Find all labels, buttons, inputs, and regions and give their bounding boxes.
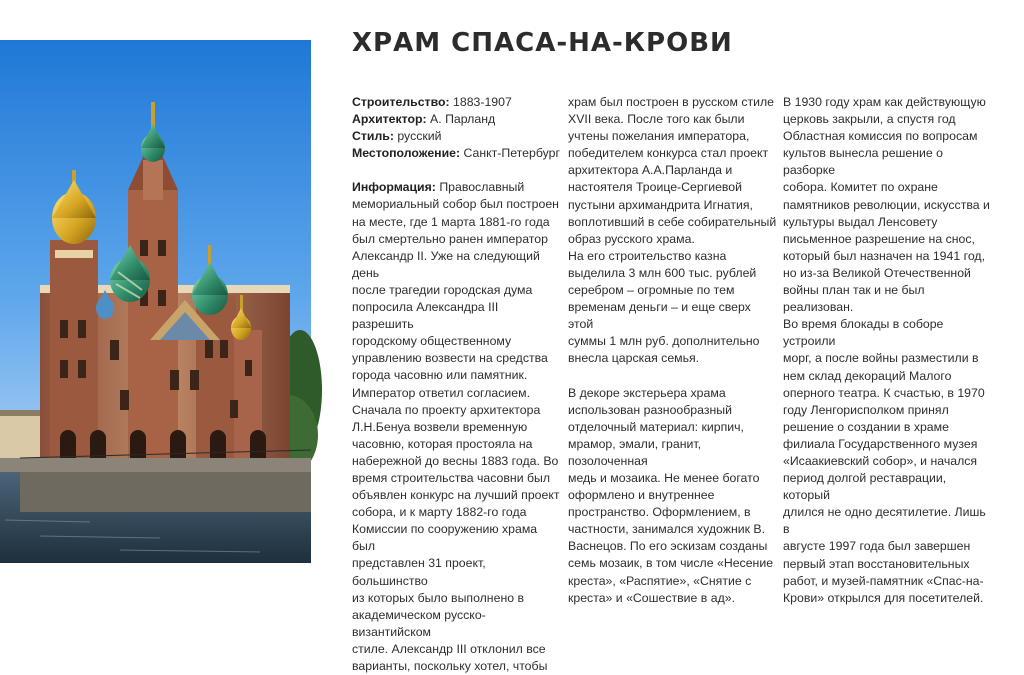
column-1 (352, 94, 560, 675)
meta-style (352, 128, 560, 145)
meta-construction (352, 94, 560, 111)
column-2-paragraph-1: храм был построен в русском стиле XVII века. После того как были учтены пожелания императора, победителем конкурса стал проект архитектора А.А.Парланда и настоятеля Троице-Сергиевой пустыни архимандрита Игнатия, воплотивший в себе собирательный образ русского храма. На его строительство казна выделила 3 млн 600 тыс. рублей серебром – огромные по тем временам деньги – и еще сверх этой суммы 1 млн руб. дополнительно внесла царская семья. (568, 95, 777, 366)
spacer (352, 162, 560, 179)
column-3-paragraph: В 1930 году храм как действующую церковь закрыли, а спустя год Областная комиссия по вопросам культов вынесла решение о разборке собора. Комитет по охране памятников революции, искусства и культуры выдал Ленсовету письменное разрешение на снос, который был назначен на 1941 год, но из-за Великой Отечественной войны план так и не был реализован. Во время блокады в соборе устроили морг, а после войны разместили в нем склад декораций Малого оперного театра. К счастью, в 1970 году Ленгорисполком принял решение о создании в храме филиала Государственного музея «Исаакиевский собор», и начался период долгой реставрации, который длился не одно десятилетие. Лишь в августе 1997 года был завершен первый этап восстановительных работ, и музей-памятник «Спас-на- Крови» открылся для посетителей. (783, 95, 990, 605)
info-paragraph (352, 179, 560, 675)
meta-value: 1883-1907 (453, 95, 512, 109)
meta-label: Стиль: (352, 129, 394, 144)
column-2 (568, 94, 778, 607)
column-3 (783, 94, 995, 607)
meta-label: Архитектор: (352, 112, 427, 127)
info-text: Православный мемориальный собор был построен на месте, где 1 марта 1881-го года был смертельно ранен император Александр II. Уже на следующий день после трагедии городская дума попросила Александра III разрешить городскому общественному управлению возвести на средства города часовню или памятник. Император ответил согласием. Сначала по проекту архитектора Л.Н.Бенуа возвели временную часовню, которая простояла на набережной до весны 1883 года. Во время строительства часовни был объявлен конкурс на лучший проект собора, и к марту 1882-го года Комиссии по сооружению храма был представлен 31 проект, большинство из которых было выполнено в академическом русско-византийском стиле. Александр III отклонил все варианты, поскольку хотел, чтобы (352, 180, 560, 673)
info-label: Информация: (352, 180, 436, 195)
meta-label: Строительство: (352, 95, 450, 109)
meta-location (352, 145, 560, 162)
column-2-paragraph-2: В декоре экстерьера храма использован разнообразный отделочный материал: кирпич, мрамор, эмали, гранит, позолоченная медь и мозаика. Не менее богато оформлено и внутреннее пространство. Оформлением, в частности, занимался художник В. Васнецов. По его эскизам созданы семь мозаик, в том числе «Несение креста», «Распятие», «Снятие с креста» и «Сошествие в ад». (568, 385, 774, 605)
spacer (568, 368, 778, 385)
page-title: ХРАМ СПАСА-НА-КРОВИ (352, 28, 733, 58)
meta-label: Местоположение: (352, 146, 461, 161)
meta-value: Санкт-Петербург (463, 146, 560, 161)
meta-architect (352, 111, 560, 128)
cathedral-illustration (0, 40, 311, 563)
cathedral-photo (0, 40, 311, 563)
meta-value: русский (397, 129, 442, 144)
meta-value: А. Парланд (430, 112, 496, 127)
